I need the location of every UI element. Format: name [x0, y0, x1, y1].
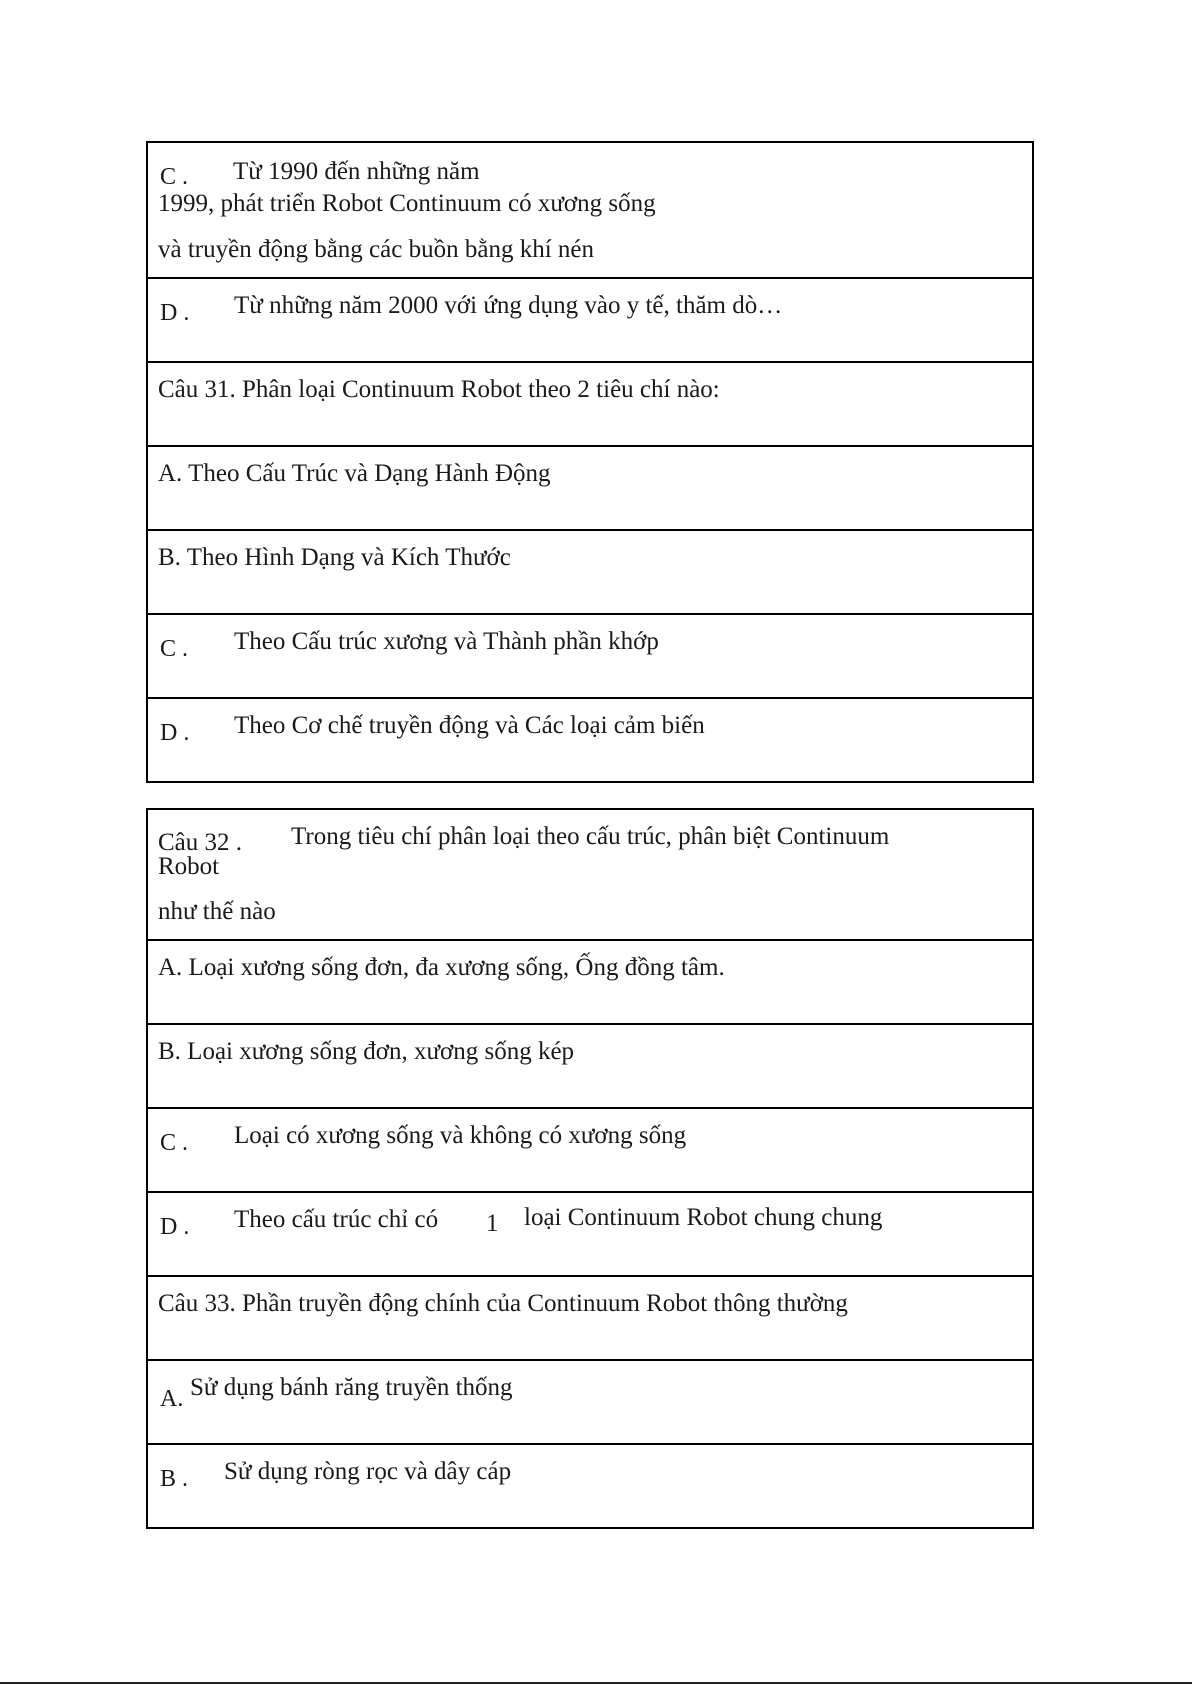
question-32-row	[148, 810, 1032, 941]
q32-option-d-label: D .	[160, 1214, 190, 1240]
q31-option-c-label: C .	[160, 636, 189, 662]
question-32-number: Câu 32 .	[158, 829, 243, 856]
q33-option-b-label: B .	[160, 1466, 189, 1492]
question-31-row	[148, 363, 1032, 447]
q31-option-a-text: A. Theo Cấu Trúc và Dạng Hành Động	[158, 460, 551, 487]
q32-option-a-row	[148, 941, 1032, 1025]
q32-option-d-text-1: Theo cấu trúc chỉ có	[234, 1206, 439, 1233]
page-bottom-rule	[0, 1682, 1192, 1684]
question-32-text-line-3: như thế nào	[158, 898, 276, 925]
option-text-line-1: Từ 1990 đến những năm	[233, 158, 480, 185]
q33-option-a-row	[148, 1361, 1032, 1445]
q31-option-d-label: D .	[160, 720, 190, 746]
q33-option-b-row	[148, 1445, 1032, 1529]
option-text-line-3: và truyền động bằng các buồn bằng khí nén	[158, 236, 594, 263]
q32-option-b-row	[148, 1025, 1032, 1109]
option-text: Từ những năm 2000 với ứng dụng vào y tế, thăm dò…	[234, 292, 783, 319]
q31-option-c-text: Theo Cấu trúc xương và Thành phần khớp	[234, 628, 659, 655]
option-label: D .	[160, 300, 190, 326]
q31-option-b-row	[148, 531, 1032, 615]
q31-option-b-text: B. Theo Hình Dạng và Kích Thước	[158, 544, 511, 571]
q32-option-d-row	[148, 1193, 1032, 1277]
question-33-row	[148, 1277, 1032, 1361]
q32-option-a-text: A. Loại xương sống đơn, đa xương sống, Ống đồng tâm.	[158, 954, 725, 981]
question-32-text-end: Robot	[158, 853, 220, 880]
question-32-text: Trong tiêu chí phân loại theo cấu trúc, phân biệt Continuum	[291, 823, 890, 850]
q32-option-b-text: B. Loại xương sống đơn, xương sống kép	[158, 1038, 575, 1065]
quiz-table-2	[146, 808, 1034, 1529]
q31-option-d-text: Theo Cơ chế truyền động và Các loại cảm biến	[234, 712, 705, 739]
q33-option-a-text: Sử dụng bánh răng truyền thống	[190, 1374, 513, 1401]
question-33-text: Câu 33. Phần truyền động chính của Continuum Robot thông thường	[158, 1290, 848, 1317]
quiz-table-1	[146, 141, 1034, 783]
q33-option-a-label: A.	[160, 1386, 184, 1412]
question-31-text: Câu 31. Phân loại Continuum Robot theo 2 tiêu chí nào:	[158, 376, 720, 403]
q32-option-c-row	[148, 1109, 1032, 1193]
q31-option-d-row	[148, 699, 1032, 783]
q31-option-c-row	[148, 615, 1032, 699]
q31-option-a-row	[148, 447, 1032, 531]
q32-option-d-text-2: loại Continuum Robot chung chung	[524, 1204, 883, 1231]
option-text-line-2: 1999, phát triển Robot Continuum có xương sống	[158, 190, 656, 217]
answer-row-d-history	[148, 279, 1032, 363]
q32-option-c-label: C .	[160, 1130, 189, 1156]
answer-row-c-history	[148, 143, 1032, 279]
q33-option-b-text: Sử dụng ròng rọc và dây cáp	[224, 1458, 512, 1485]
option-label: C .	[160, 164, 189, 190]
q32-option-d-number: 1	[486, 1210, 499, 1237]
q32-option-c-text: Loại có xương sống và không có xương sống	[234, 1122, 687, 1149]
